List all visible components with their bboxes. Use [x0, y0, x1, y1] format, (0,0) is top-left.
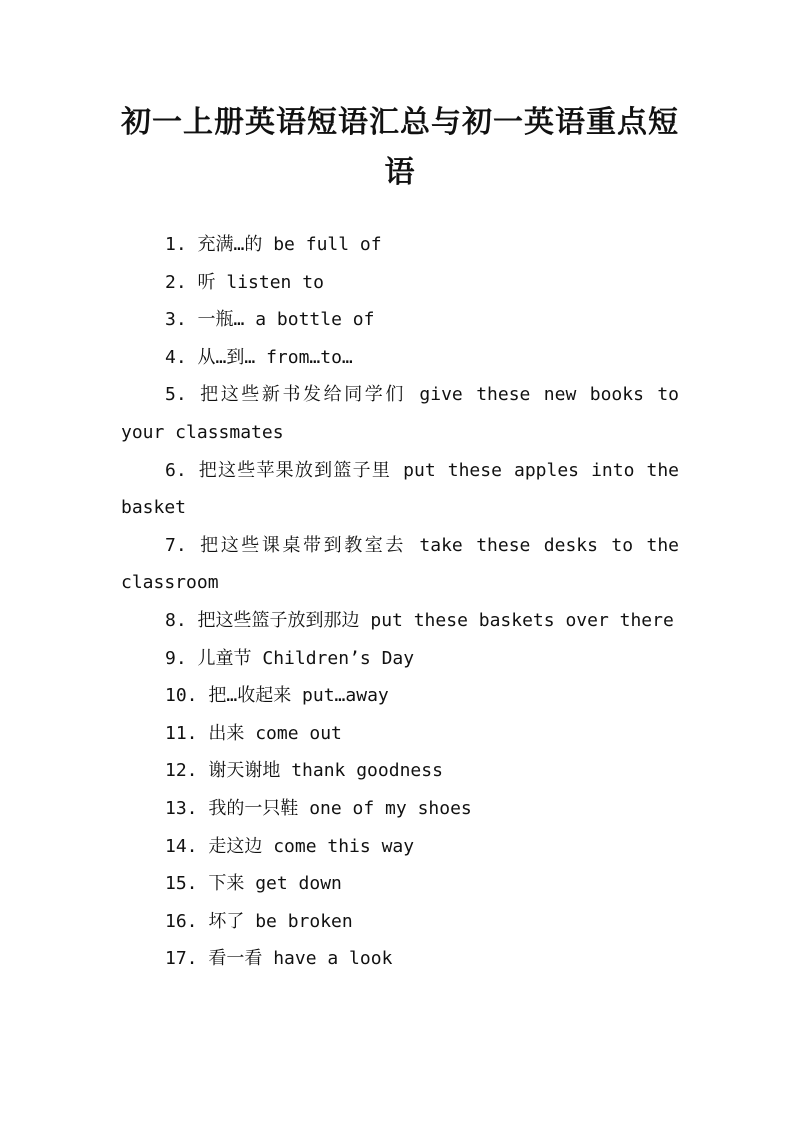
- item-chinese: 把这些苹果放到篮子里: [198, 459, 392, 481]
- item-english: be broken: [255, 910, 353, 932]
- list-item: [121, 752, 679, 790]
- list-item: [121, 339, 679, 377]
- list-item: [121, 790, 679, 828]
- list-item: [121, 376, 679, 451]
- list-item: [121, 715, 679, 753]
- item-english: a bottle of: [255, 309, 375, 331]
- item-english: from…to…: [266, 346, 353, 368]
- list-item: [121, 452, 679, 527]
- item-chinese: 一瓶…: [197, 309, 245, 331]
- item-chinese: 把这些篮子放到那边: [197, 609, 360, 631]
- item-english: have a look: [273, 948, 393, 970]
- list-item: [121, 828, 679, 866]
- item-english: come this way: [273, 835, 415, 857]
- item-number: 5.: [165, 384, 187, 406]
- list-item: [121, 301, 679, 339]
- item-number: 8.: [165, 609, 187, 631]
- item-number: 12.: [165, 760, 198, 782]
- item-chinese: 出来: [208, 722, 245, 744]
- item-chinese: 谢天谢地: [208, 760, 281, 782]
- list-item: [121, 940, 679, 978]
- item-english: put these apples into the basket: [121, 459, 680, 519]
- item-chinese: 我的一只鞋: [208, 797, 299, 819]
- item-chinese: 听: [197, 271, 216, 293]
- list-item: [121, 226, 679, 264]
- item-english: put these baskets over there: [370, 609, 674, 631]
- list-item: [121, 677, 679, 715]
- item-chinese: 下来: [208, 873, 245, 895]
- item-chinese: 儿童节: [197, 647, 252, 669]
- item-number: 2.: [165, 271, 187, 293]
- item-number: 13.: [165, 797, 198, 819]
- item-chinese: 把这些课桌带到教室去: [200, 534, 406, 556]
- item-number: 9.: [165, 647, 187, 669]
- item-english: be full of: [273, 234, 382, 255]
- item-chinese: 从…到…: [197, 346, 256, 368]
- item-english: listen to: [226, 271, 324, 293]
- item-english: take these desks to the classroom: [121, 534, 680, 594]
- item-english: put…away: [302, 685, 389, 707]
- item-number: 17.: [165, 948, 198, 970]
- item-number: 4.: [165, 346, 187, 368]
- item-english: give these new books to your classmates: [121, 384, 680, 443]
- item-number: 1.: [165, 234, 187, 255]
- list-item: [121, 865, 679, 903]
- list-item: [121, 903, 679, 941]
- item-number: 3.: [165, 309, 187, 331]
- list-item: [121, 527, 679, 602]
- item-number: 15.: [165, 873, 198, 895]
- item-number: 7.: [165, 534, 187, 556]
- item-chinese: 把…收起来: [208, 685, 292, 707]
- item-english: Children’s Day: [262, 647, 415, 669]
- item-english: come out: [255, 722, 342, 744]
- item-chinese: 充满…的: [197, 234, 263, 255]
- item-chinese: 看一看: [208, 948, 263, 970]
- item-chinese: 把这些新书发给同学们: [200, 384, 406, 406]
- item-english: get down: [255, 873, 342, 895]
- item-english: thank goodness: [291, 760, 443, 782]
- list-item: [121, 264, 679, 302]
- list-item: [121, 602, 679, 640]
- item-number: 10.: [165, 685, 198, 707]
- item-english: one of my shoes: [309, 797, 472, 819]
- phrase-list: [121, 226, 679, 978]
- list-item: [121, 640, 679, 678]
- item-number: 11.: [165, 722, 198, 744]
- document-title: 初一上册英语短语汇总与初一英语重点短语: [121, 105, 679, 190]
- item-chinese: 走这边: [208, 835, 263, 857]
- item-chinese: 坏了: [208, 910, 245, 932]
- item-number: 14.: [165, 835, 198, 857]
- item-number: 6.: [165, 459, 187, 481]
- item-number: 16.: [165, 910, 198, 932]
